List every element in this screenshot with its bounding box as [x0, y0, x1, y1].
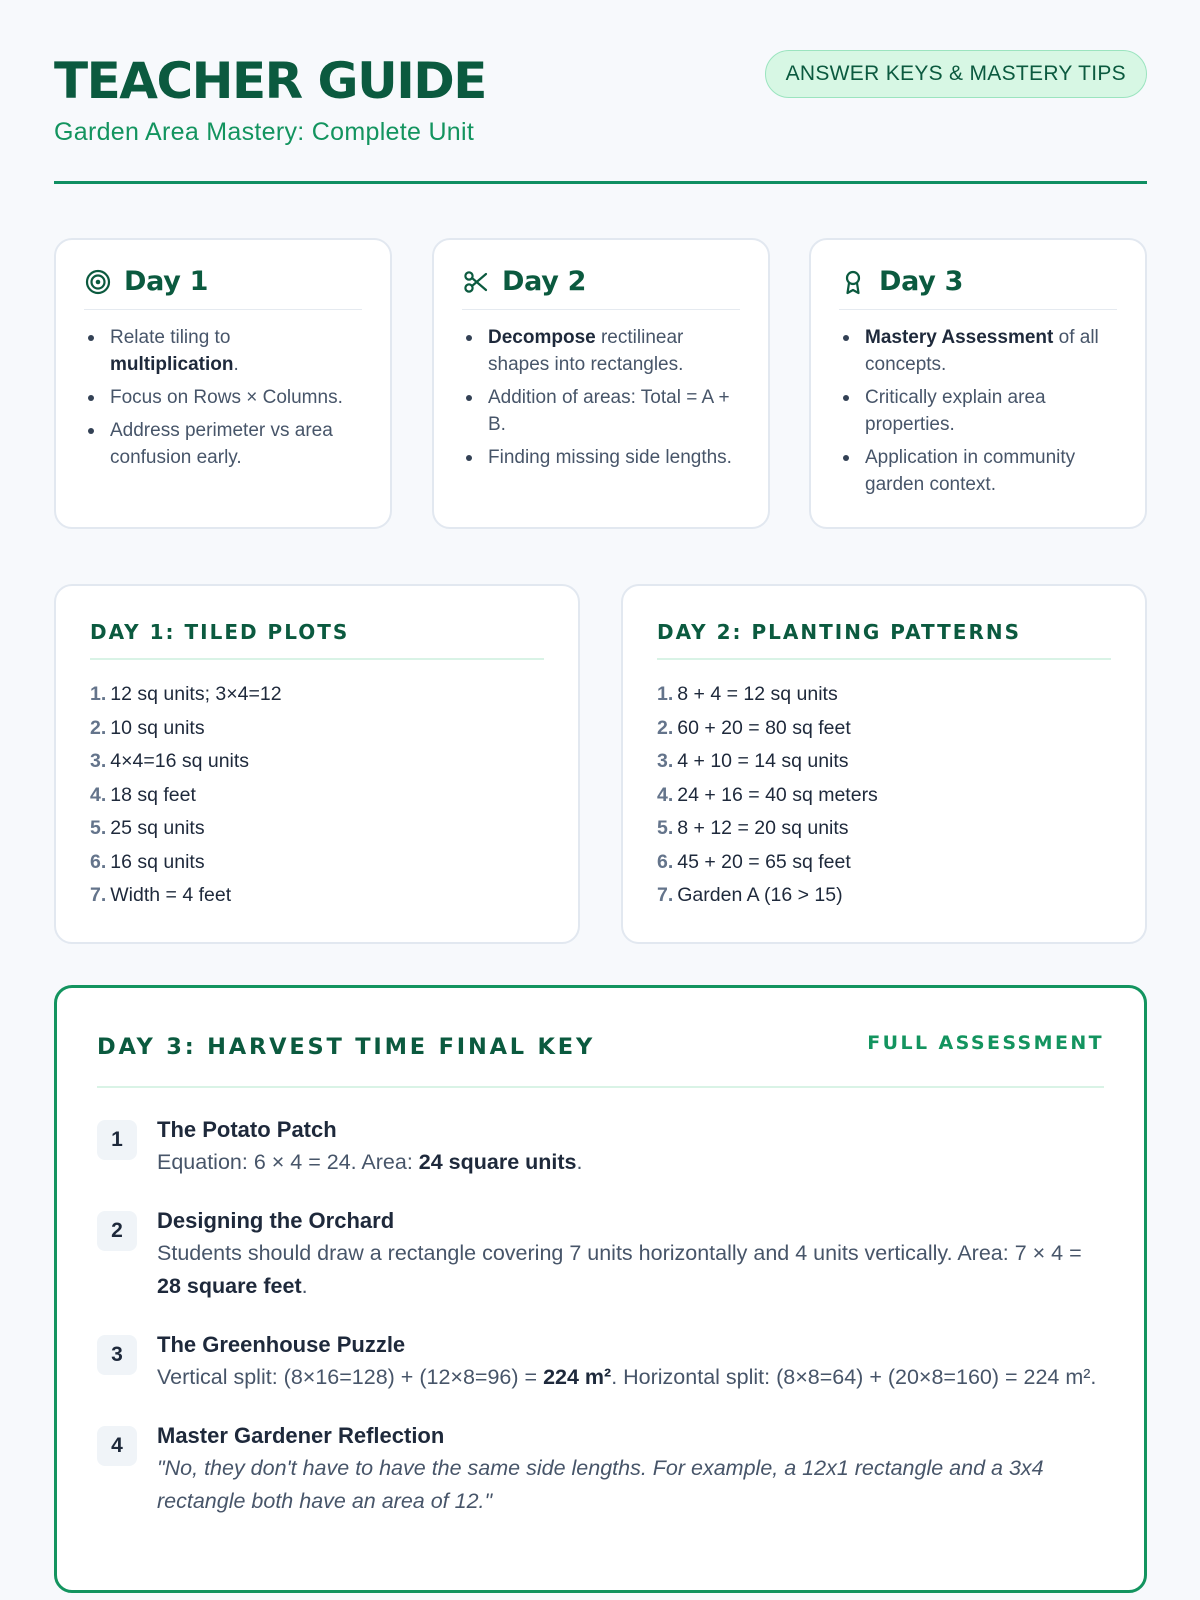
answer-list	[657, 678, 1111, 913]
list-item: 1. 12 sq units; 3×4=12	[90, 683, 282, 705]
full-assessment-tag: FULL ASSESSMENT	[867, 1032, 1104, 1054]
question-answer: Students should draw a rectangle covering 7 units horizontally and 4 units vertically. Area: 7 × 4 = 28 square feet.	[157, 1241, 1082, 1298]
page-header	[54, 0, 1147, 184]
list-item: Application in community garden context.	[839, 444, 1117, 498]
day-bullet-list	[462, 324, 740, 471]
day-3-card	[809, 238, 1147, 529]
list-item: 7. Width = 4 feet	[90, 884, 232, 906]
day-title: Day 3	[879, 266, 964, 297]
final-key-header	[97, 1028, 1104, 1088]
question-title: The Potato Patch	[157, 1117, 337, 1142]
list-item: 1. 8 + 4 = 12 sq units	[657, 683, 838, 705]
teacher-guide-page	[54, 0, 1147, 1513]
question-title: Master Gardener Reflection	[157, 1423, 445, 1448]
answer-list	[90, 678, 544, 913]
question-item	[97, 1420, 1104, 1518]
day-bullet-list	[839, 324, 1117, 498]
question-number: 4	[97, 1426, 137, 1466]
list-item: 6. 45 + 20 = 65 sq feet	[657, 850, 851, 873]
question-item	[97, 1114, 1104, 1179]
day-card-header	[462, 266, 740, 310]
list-item: Decompose rectilinear shapes into rectangles.	[462, 324, 740, 378]
day-2-card	[432, 238, 770, 529]
answer-key-title: DAY 1: TILED PLOTS	[90, 620, 544, 660]
list-item: 6. 16 sq units	[90, 850, 205, 873]
list-item: 3. 4 + 10 = 14 sq units	[657, 750, 849, 772]
list-item: 4. 18 sq feet	[90, 783, 196, 806]
header-badge: ANSWER KEYS & MASTERY TIPS	[765, 50, 1147, 98]
question-number: 2	[97, 1211, 137, 1251]
question-number: 1	[97, 1120, 137, 1160]
list-item: Critically explain area properties.	[839, 384, 1117, 438]
question-item	[97, 1205, 1104, 1303]
day-2-answer-key	[621, 584, 1147, 944]
day-title: Day 1	[124, 266, 209, 297]
question-title: The Greenhouse Puzzle	[157, 1332, 406, 1357]
day-3-final-key	[54, 985, 1147, 1593]
list-item: 7. Garden A (16 > 15)	[657, 884, 843, 906]
target-icon	[84, 268, 112, 296]
list-item: Mastery Assessment of all concepts.	[839, 324, 1117, 378]
page-subtitle: Garden Area Mastery: Complete Unit	[54, 118, 475, 146]
page-title: TEACHER GUIDE	[54, 52, 486, 110]
list-item: Relate tiling to multiplication.	[84, 324, 362, 378]
question-answer: Vertical split: (8×16=128) + (12×8=96) = 224 m². Horizontal split: (8×8=64) + (20×8=160) = 224 m².	[157, 1365, 1097, 1389]
scissors-icon	[462, 268, 490, 296]
day-title: Day 2	[502, 266, 587, 297]
question-item	[97, 1329, 1104, 1394]
list-item: 3. 4×4=16 sq units	[90, 750, 250, 772]
list-item: 5. 8 + 12 = 20 sq units	[657, 817, 849, 839]
list-item: 5. 25 sq units	[90, 817, 205, 839]
list-item: Finding missing side lengths.	[462, 444, 740, 471]
question-answer: Equation: 6 × 4 = 24. Area: 24 square units.	[157, 1150, 583, 1174]
day-1-card	[54, 238, 392, 529]
question-number: 3	[97, 1335, 137, 1375]
list-item: Addition of areas: Total = A + B.	[462, 384, 740, 438]
answer-key-title: DAY 2: PLANTING PATTERNS	[657, 620, 1111, 660]
day-1-answer-key	[54, 584, 580, 944]
day-card-header	[84, 266, 362, 310]
list-item: 2. 60 + 20 = 80 sq feet	[657, 716, 851, 739]
day-bullet-list	[84, 324, 362, 471]
question-title: Designing the Orchard	[157, 1208, 395, 1233]
list-item: Address perimeter vs area confusion early.	[84, 417, 362, 471]
list-item: Focus on Rows × Columns.	[84, 384, 362, 411]
final-key-title: DAY 3: HARVEST TIME FINAL KEY	[97, 1034, 596, 1060]
list-item: 4. 24 + 16 = 40 sq meters	[657, 783, 878, 806]
list-item: 2. 10 sq units	[90, 716, 205, 739]
day-card-header	[839, 266, 1117, 310]
question-answer: "No, they don't have to have the same side lengths. For example, a 12x1 rectangle and a 3x4 rectangle both have an area of 12."	[157, 1456, 1044, 1513]
award-icon	[839, 268, 867, 296]
